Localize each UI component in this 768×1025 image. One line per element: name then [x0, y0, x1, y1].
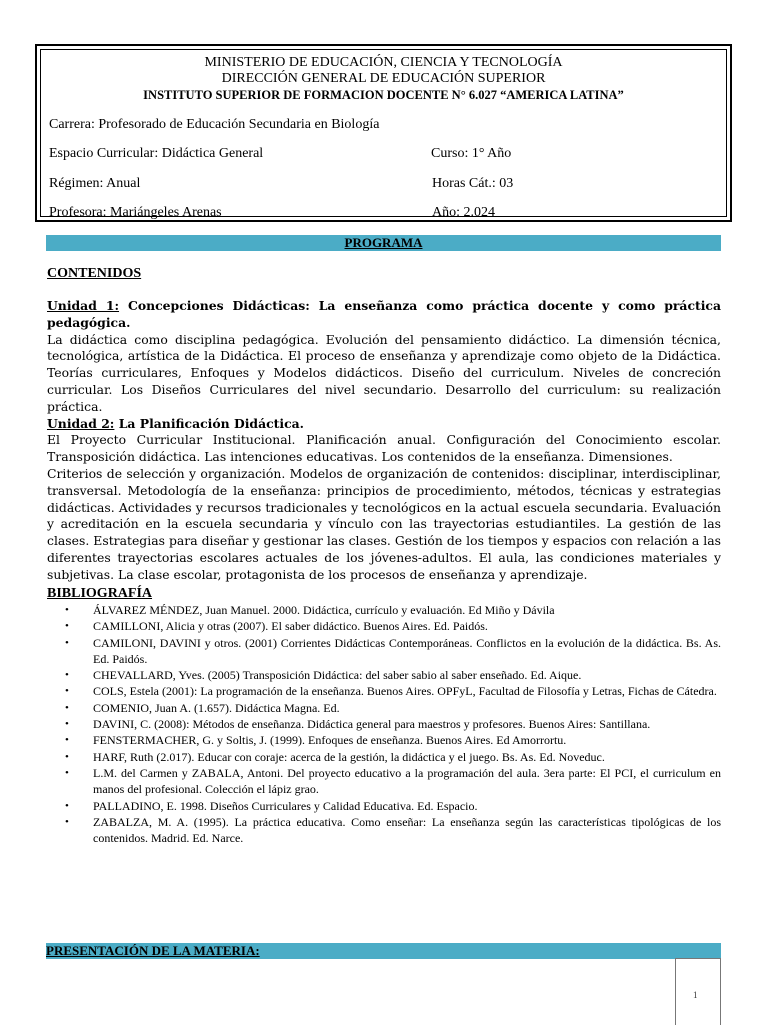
bibliografia-item: [47, 716, 721, 732]
bibliografia-item: [47, 667, 721, 683]
bullet-icon: •: [65, 669, 69, 682]
bibliografia-text: ÁLVAREZ MÉNDEZ, Juan Manuel. 2000. Didáctica, currículo y evaluación. Ed Miño y Dávila: [93, 603, 555, 617]
programa-label: PROGRAMA: [344, 235, 423, 250]
bibliografia-heading: BIBLIOGRAFÍA: [47, 586, 153, 601]
header-box: [35, 44, 732, 222]
institute-title: INSTITUTO SUPERIOR DE FORMACION DOCENTE N° 6.027 “AMERICA LATINA”: [143, 88, 624, 102]
ministry-title: MINISTERIO DE EDUCACIÓN, CIENCIA Y TECNOLOGÍA: [204, 55, 563, 70]
bibliografia-text: CAMILONI, DAVINI y otros. (2001) Corrientes Didácticas Contemporáneas. Conflictos en la evolución de la didáctica. Bs. As. Ed. Paidós.: [93, 635, 721, 666]
presentacion-bar: [46, 943, 721, 959]
bullet-icon: •: [65, 636, 69, 649]
direction-title: DIRECCIÓN GENERAL DE EDUCACIÓN SUPERIOR: [221, 71, 546, 86]
anio-field: Año: 2.024: [432, 205, 495, 220]
espacio-field: Espacio Curricular: Didáctica General: [49, 146, 264, 161]
header-inner-border: [40, 49, 727, 220]
bibliografia-text: HARF, Ruth (2.017). Educar con coraje: acerca de la gestión, la didáctica y el juego. Bs. As. Ed. Noveduc.: [93, 749, 605, 764]
unidad1-label: Unidad 1:: [47, 298, 120, 313]
bullet-icon: •: [65, 620, 69, 633]
bibliografia-text: COMENIO, Juan A. (1.657). Didáctica Magna. Ed.: [93, 700, 340, 715]
bullet-icon: •: [65, 718, 69, 731]
bibliografia-item: [47, 618, 721, 634]
bibliografia-item: [47, 732, 721, 748]
bibliografia-item: [47, 749, 721, 765]
bullet-icon: •: [65, 685, 69, 698]
unidades-section: [47, 298, 721, 584]
bullet-icon: •: [65, 766, 69, 779]
profesora-field: Profesora: Mariángeles Arenas: [49, 205, 222, 220]
unidad1-text: La didáctica como disciplina pedagógica. Evolución del pensamiento didáctico. La dimensión técnica, tecnológica, artística de la Didáctica. El proceso de enseñanza y aprendizaje como objeto de la Didáctica. Teorías curriculares, Enfoques y Modelos didácticos. Diseño del curriculum. Niveles de concreción curricular. Los Diseños Curriculares del nivel secundario. Desarrollo del curriculum: su realización práctica.: [47, 331, 721, 414]
bibliografia-list: [47, 602, 721, 846]
programa-bar: [46, 235, 721, 251]
bibliografia-item: [47, 635, 721, 668]
bullet-icon: •: [65, 815, 69, 828]
page-number-frame: [675, 958, 721, 1025]
unidad2-label: Unidad 2:: [47, 415, 115, 431]
bibliografia-item: [47, 700, 721, 716]
bibliografia-item: [47, 602, 721, 618]
bibliografia-section: [47, 586, 721, 846]
unidad2-text1: El Proyecto Curricular Institucional. Planificación anual. Configuración del Conocimiento escolar. Transposición didáctica. Las intenciones educativas. Los contenidos de la enseñanza. Dimensiones.: [47, 432, 721, 465]
bibliografia-text: COLS, Estela (2001): La programación de la enseñanza. Buenos Aires. OPFyL, Facultad de Filosofía y Letras, Fichas de Cátedra.: [93, 684, 717, 699]
presentacion-label: PRESENTACIÓN DE LA MATERIA:: [46, 943, 260, 958]
bibliografia-text: PALLADINO, E. 1998. Diseños Curriculares y Calidad Educativa. Ed. Espacio.: [93, 798, 478, 813]
bibliografia-text: ZABALZA, M. A. (1995). La práctica educativa. Como enseñar: La enseñanza según las características tipológicas de los contenidos. Madrid. Ed. Narce.: [93, 814, 721, 846]
bullet-icon: •: [65, 701, 69, 714]
page-number: 1: [693, 990, 698, 1000]
unidad2-text2: Criterios de selección y organización. Modelos de organización de contenidos: disciplinar, interdisciplinar, transversal. Metodología de la enseñanza: principios de procedimiento, métodos, técnicas y estrategias didácticas. Actividades y recursos tradicionales y tecnológicos en la actual escuela secundaria. Evaluación y acreditación en la escuela secundaria y vínculo con las trayectorias estudiantiles. La gestión de las clases. Estrategias para diseñar y gestionar las clases. Gestión de los tiempos y espacios con relación a las diferentes trayectorias escolares actuales de los jóvenes-adultos. El aula, las condiciones materiales y subjetivas. La clase escolar, protagonista de los procesos de enseñanza y aprendizaje.: [47, 465, 721, 582]
unidad2-heading: [47, 416, 721, 433]
regimen-field: Régimen: Anual: [49, 176, 141, 191]
horas-field: Horas Cát.: 03: [432, 176, 514, 191]
bibliografia-text: CHEVALLARD, Yves. (2005) Transposición Didáctica: del saber sabio al saber enseñado. Ed. Aique.: [93, 668, 582, 683]
bullet-icon: •: [65, 750, 69, 763]
bibliografia-text: FENSTERMACHER, G. y Soltis, J. (1999). Enfoques de enseñanza. Buenos Aires. Ed Amorrortu.: [93, 733, 567, 748]
contenidos-heading: CONTENIDOS: [47, 266, 142, 281]
bibliografia-item: [47, 798, 721, 814]
bibliografia-text: CAMILLONI, Alicia y otras (2007). El saber didáctico. Buenos Aires. Ed. Paidós.: [93, 619, 488, 634]
unidad2-title: La Planificación Didáctica.: [114, 415, 304, 431]
unidad1-heading: [47, 298, 721, 332]
unidad1-title: Concepciones Didácticas: La enseñanza como práctica docente y como práctica pedagógica.: [47, 298, 722, 330]
bibliografia-item: [47, 683, 721, 699]
curso-field: Curso: 1° Año: [431, 146, 512, 161]
bibliografia-text: L.M. del Carmen y ZABALA, Antoni. Del proyecto educativo a la programación del aula. 3era parte: El PCI, el curriculum en manos del profesional. Colección el lápiz grao.: [93, 765, 721, 797]
bibliografia-item: [47, 765, 721, 798]
bibliografia-item: [47, 814, 721, 847]
bullet-icon: •: [65, 799, 69, 812]
bullet-icon: •: [65, 734, 69, 747]
bullet-icon: •: [65, 604, 69, 616]
bibliografia-text: DAVINI, C. (2008): Métodos de enseñanza. Didáctica general para maestros y profesores. Buenos Aires: Santillana.: [93, 717, 651, 732]
carrera-field: Carrera: Profesorado de Educación Secundaria en Biología: [49, 117, 380, 132]
